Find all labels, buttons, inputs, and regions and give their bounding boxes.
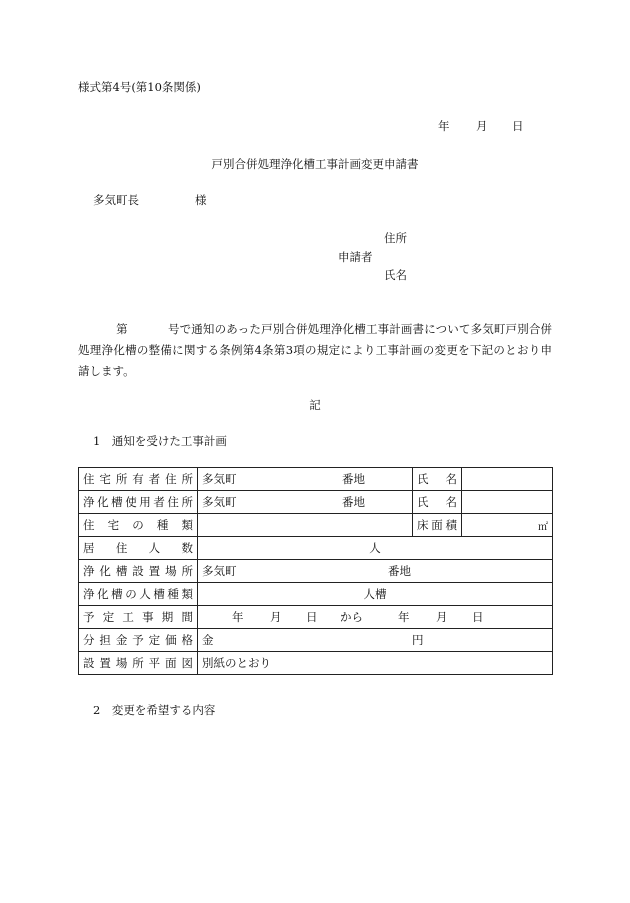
table-row xyxy=(79,468,553,491)
table-row xyxy=(79,537,553,560)
body-paragraph xyxy=(78,319,552,382)
document-title: 戸別合併処理浄化槽工事計画変更申請書 xyxy=(211,157,419,171)
period-label: 予定工事期間 xyxy=(79,606,198,629)
addressee-honorific: 様 xyxy=(195,193,207,207)
plan-map-label: 設置場所平面図 xyxy=(79,652,198,675)
applicant-label: 申請者 xyxy=(338,250,373,264)
table-row xyxy=(79,514,553,537)
table-row xyxy=(79,583,553,606)
plan-map-value[interactable]: 別紙のとおり xyxy=(198,652,553,675)
date-month: 月 xyxy=(476,119,488,133)
period-value[interactable]: 年 月 日 から 年 月 日 xyxy=(198,606,553,629)
residents-unit: 人 xyxy=(369,541,381,555)
date-year: 年 xyxy=(438,119,450,133)
date-line xyxy=(438,118,524,134)
name-label: 氏名 xyxy=(384,268,407,282)
section-2-title: 2 変更を希望する内容 xyxy=(93,703,216,717)
form-id: 様式第4号(第10条関係) xyxy=(78,80,201,94)
install-place-label: 浄化槽設置場所 xyxy=(79,560,198,583)
date-day: 日 xyxy=(512,119,524,133)
table-row xyxy=(79,491,553,514)
floor-area-value[interactable] xyxy=(462,514,553,537)
house-type-value[interactable] xyxy=(198,514,413,537)
residents-value[interactable] xyxy=(198,537,553,560)
ki-heading: 記 xyxy=(309,398,321,412)
floor-area-unit: ㎡ xyxy=(538,521,548,533)
address-label: 住所 xyxy=(384,231,407,245)
table-row xyxy=(79,652,553,675)
residents-label: 居住人数 xyxy=(79,537,198,560)
owner-address-value[interactable]: 多気町 番地 xyxy=(198,468,413,491)
user-name-label: 氏 名 xyxy=(413,491,462,514)
plan-table xyxy=(78,467,553,675)
table-row xyxy=(79,629,553,652)
owner-name-label: 氏 名 xyxy=(413,468,462,491)
price-label: 分担金予定価格 xyxy=(79,629,198,652)
capacity-label: 浄化槽の人槽種類 xyxy=(79,583,198,606)
body-text: 号で通知のあった戸別合併処理浄化槽工事計画書について多気町戸別合併処理浄化槽の整備に関する条例第4条第3項の規定により工事計画の変更を下記のとおり申請します。 xyxy=(78,322,553,378)
owner-name-value[interactable] xyxy=(462,468,553,491)
house-type-label: 住宅の種類 xyxy=(79,514,198,537)
floor-area-label: 床面積 xyxy=(413,514,462,537)
capacity-value[interactable] xyxy=(198,583,553,606)
price-value[interactable]: 金 円 xyxy=(198,629,553,652)
table-row xyxy=(79,560,553,583)
addressee xyxy=(93,192,207,208)
install-place-value[interactable]: 多気町 番地 xyxy=(198,560,553,583)
user-name-value[interactable] xyxy=(462,491,553,514)
addressee-name: 多気町長 xyxy=(93,193,139,207)
body-prefix: 第 xyxy=(116,322,128,336)
capacity-unit: 人槽 xyxy=(363,587,387,601)
table-row xyxy=(79,606,553,629)
section-1-title: 1 通知を受けた工事計画 xyxy=(93,434,227,448)
owner-address-label: 住宅所有者住所 xyxy=(79,468,198,491)
user-address-value[interactable]: 多気町 番地 xyxy=(198,491,413,514)
user-address-label: 浄化槽使用者住所 xyxy=(79,491,198,514)
